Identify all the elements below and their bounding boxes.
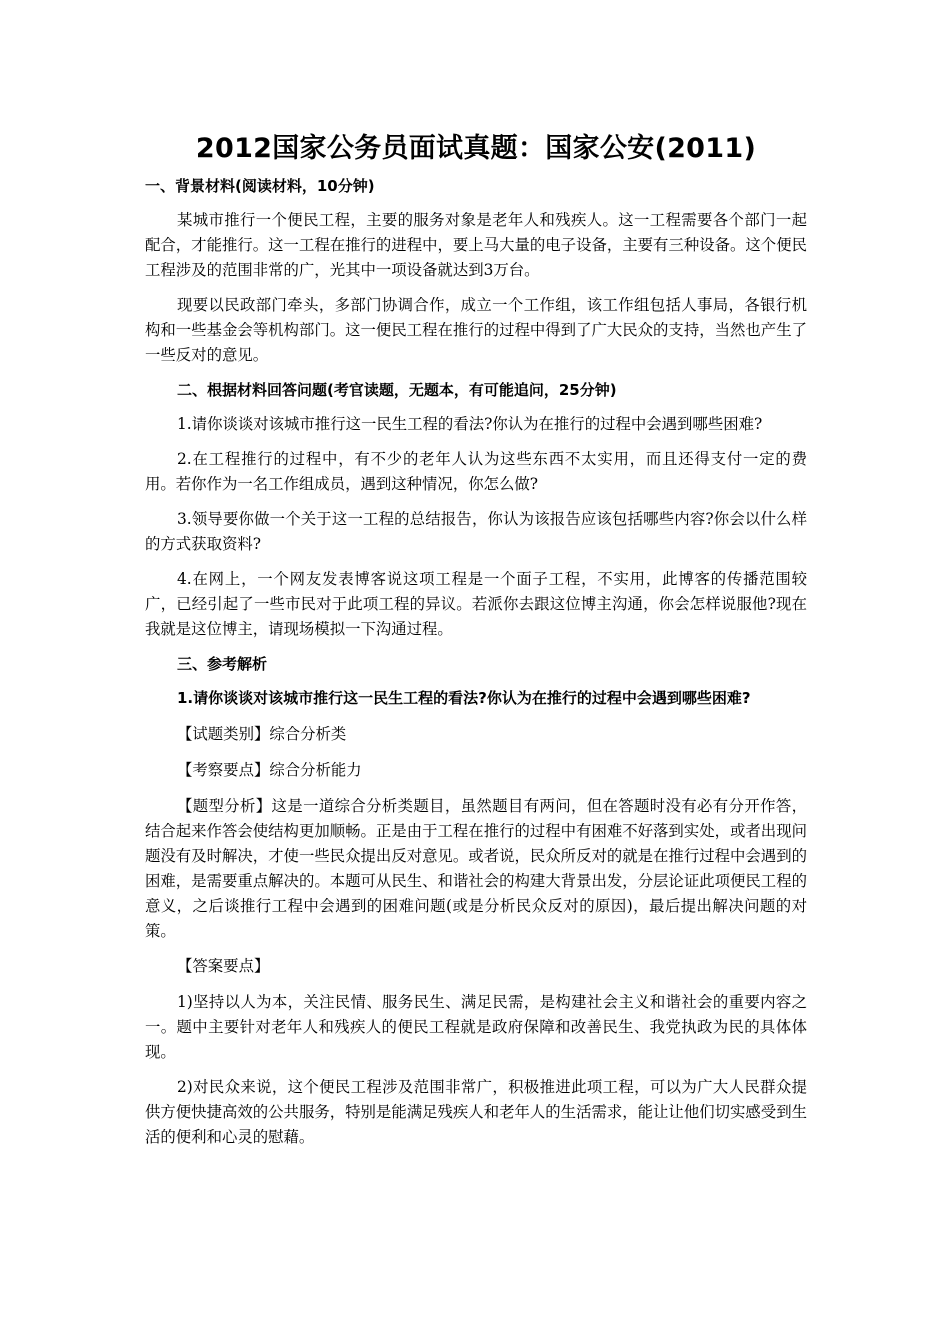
section1-paragraph-1: 某城市推行一个便民工程，主要的服务对象是老年人和残疾人。这一工程需要各个部门一起配合，才能推行。这一工程在推行的进程中，要上马大量的电子设备，主要有三种设备。这个便民工程涉及的范围非常的广，光其中一项设备就达到3万台。: [145, 211, 807, 279]
question-4: 4.在网上，一个网友发表博客说这项工程是一个面子工程，不实用，此博客的传播范围较广，已经引起了一些市民对于此项工程的异议。若派你去跟这位博主沟通，你会怎样说服他?现在我就是这位博主，请现场模拟一下沟通过程。: [145, 570, 807, 638]
key-point-line: 【考察要点】综合分析能力: [177, 761, 362, 779]
answer-point-2: 2)对民众来说，这个便民工程涉及范围非常广，积极推进此项工程，可以为广大人民群众提供方便快捷高效的公共服务，特别是能满足残疾人和老年人的生活需求，能让让他们切实感受到生活的便利和心灵的慰藉。: [145, 1078, 807, 1146]
analysis-question-1: 1.请你谈谈对该城市推行这一民生工程的看法?你认为在推行的过程中会遇到哪些困难?: [177, 689, 751, 707]
question-1: 1.请你谈谈对该城市推行这一民生工程的看法?你认为在推行的过程中会遇到哪些困难?: [177, 415, 763, 433]
section3-heading: 三、参考解析: [177, 655, 268, 673]
answer-heading: 【答案要点】: [177, 957, 270, 975]
question-3: 3.领导要你做一个关于这一工程的总结报告，你认为该报告应该包括哪些内容?你会以什么样的方式获取资料?: [145, 510, 807, 553]
question-type-line: 【试题类别】综合分析类: [177, 725, 347, 743]
section1-heading: 一、背景材料(阅读材料，10分钟): [145, 177, 375, 195]
question-analysis-paragraph: 【题型分析】这是一道综合分析类题目，虽然题目有两问，但在答题时没有必有分开作答，结合起来作答会使结构更加顺畅。正是由于工程在推行的过程中有困难不好落到实处，或者出现问题没有及时解决，才使一些民众提出反对意见。或者说，民众所反对的就是在推行过程中会遇到的困难，是需要重点解决的。本题可从民生、和谐社会的构建大背景出发，分层论证此项便民工程的意义，之后谈推行工程中会遇到的困难问题(或是分析民众反对的原因)，最后提出解决问题的对策。: [145, 797, 807, 940]
section2-heading: 二、根据材料回答问题(考官读题，无题本，有可能追问，25分钟): [177, 381, 617, 399]
question-2: 2.在工程推行的过程中，有不少的老年人认为这些东西不太实用，而且还得支付一定的费用。若你作为一名工作组成员，遇到这种情况，你怎么做?: [145, 450, 807, 493]
answer-point-1: 1)坚持以人为本，关注民情、服务民生、满足民需，是构建社会主义和谐社会的重要内容之一。题中主要针对老年人和残疾人的便民工程就是政府保障和改善民生、我党执政为民的具体体现。: [145, 993, 807, 1061]
section1-paragraph-2: 现要以民政部门牵头，多部门协调合作，成立一个工作组，该工作组包括人事局，各银行机构和一些基金会等机构部门。这一便民工程在推行的过程中得到了广大民众的支持，当然也产生了一些反对的意见。: [145, 296, 807, 364]
document-title: 2012国家公务员面试真题：国家公安(2011): [195, 133, 757, 164]
document-page: [145, 130, 807, 1160]
